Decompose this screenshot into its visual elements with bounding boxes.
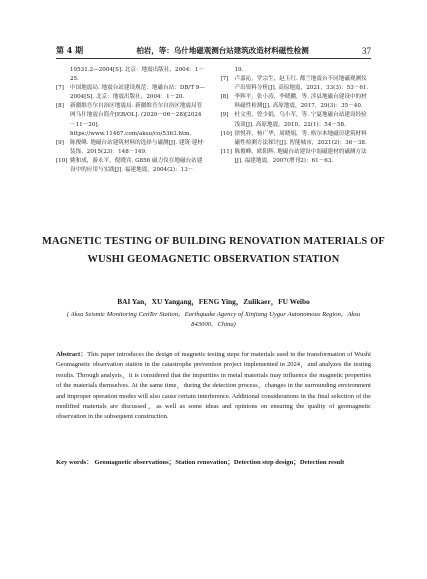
reference-item: [221, 148, 372, 166]
reference-item: [56, 102, 207, 138]
reference-text: 中国地震局. 地震台站建设规范：地磁台站：DB/T 9—2004[S]. 北京：地震出版社，2004：1－20.: [70, 85, 205, 101]
reference-number: [8]: [220, 94, 229, 101]
reference-column-left: [56, 66, 207, 175]
reference-number: [9]: [56, 139, 64, 146]
reference-item: [221, 75, 372, 93]
page-number: 37: [361, 46, 371, 56]
reference-item: [221, 111, 372, 129]
english-title: MAGNETIC TESTING OF BUILDING RENOVATION MATERIALS OF WUSHI GEOMAGNETIC OBSERVATION STATION: [42, 236, 385, 265]
reference-number: [10]: [56, 157, 68, 164]
issue-label: 第 4 期: [56, 45, 84, 55]
reference-text: 陈俊峰. 地磁台站建筑材料的选择与磁测[J]. 建筑·建材·装饰，2015(23)：148－149.: [70, 139, 205, 155]
reference-list: [56, 66, 371, 175]
keywords-label: Key words：: [56, 459, 93, 466]
running-header: [56, 42, 371, 56]
keywords-text: Geomagnetic observations；Station renovation；Detection step design；Detection result: [94, 459, 345, 466]
reference-number: [7]: [56, 85, 64, 92]
reference-text: 李辉平，张小涛，李晓鹏，等. 涉县地磁台建设中的材料磁性检测[J]. 高原地震，2017，29(3)：35－40.: [234, 94, 367, 110]
reference-item: [221, 66, 372, 75]
reference-text: 杜文勇，曾少娟，乌小军，等. 宁夏地磁台站建设经验浅谈[J]. 高原地震，2010，22(1)：54－58.: [234, 112, 367, 128]
reference-item: [56, 157, 207, 175]
reference-number: [8]: [56, 103, 64, 110]
reference-number: [7]: [220, 76, 229, 83]
reference-number: [11]: [220, 148, 232, 155]
abstract-text: This paper introduces the design of magnetic testing steps for materials used in the transformation of Wushi Geomagnetic observation station in the catastrophe prevention project implemented in 2024，and analyzes the testing results. Through analysis，it is considered that the impurities in metal materials may influence the magnetic properties of the materials themselves. At the same time，during the detection process，changes in the surrounding environment and improper operation modes will also cause certain interference. Additional considerations in the final selection of the modified materials are discussed，as well as some ideas and opinions on ensuring the quality of geomagnetic observation in the subsequent construction.: [56, 351, 371, 421]
keywords: [56, 456, 371, 466]
reference-item: [221, 93, 372, 111]
affiliation: ( Aksu Seismic Monitoring CenTer Station，Earthquake Agency of Xinjiang Uygur Autonomous Region，Aksu 843000，China): [66, 311, 361, 328]
reference-number: [10]: [220, 130, 232, 137]
reference-text: 陈俊峰，欧阳辉. 地磁台站建设中弱磁建材的磁测方法[J]. 福建地震，2007(增刊2)：61－63.: [234, 148, 367, 164]
reference-text: 姚和成，游永平，倪晓宾. G856 磁力仪在地磁台站建设中的应用与实践[J]. 福建地震，2004(2)：13－: [70, 157, 203, 174]
reference-item: [56, 139, 207, 157]
reference-text: 卢嘉沁，罗宗生，赵玉红. 都兰地震台不同地磁观测仪产出资料分析[J]. 高原地震，2021，33(3)：53－61.: [234, 76, 369, 92]
reference-text: 新疆维吾尔自治区地震局. 新疆维吾尔自治区地震局管网乌什地震台简介[EB/OL]. (2020－06－28)[2024－11－20]. https://www.11467.com/aksu/co/5363.htm.: [70, 103, 203, 137]
reference-item: [221, 130, 372, 148]
reference-number: [56, 66, 70, 84]
running-title: 柏岩，等：乌什地磁观测台站建筑改造材料磁性检测: [136, 46, 309, 55]
reference-text: 19.: [234, 67, 244, 73]
reference-number: [9]: [220, 112, 229, 119]
abstract-label: Abstract：: [56, 351, 88, 358]
reference-item: [56, 66, 207, 84]
abstract: [56, 350, 371, 423]
reference-text: 徐悦祥，杨广华，周晓娟，等. 格尔木地磁房建筑材料磁性检测方法探讨[J]. 智能城市，2021(2)：36－38.: [234, 130, 367, 146]
header-rule: [56, 58, 371, 59]
reference-number: [221, 66, 235, 75]
authors: BAI Yan，XU Yangang，FENG Ying，Zulikaer，FU Weibo: [117, 297, 310, 306]
reference-column-right: [221, 66, 372, 175]
reference-item: [56, 84, 207, 102]
reference-text: 19531.2—2004[S]. 北京：地震出版社，2004：1－25.: [70, 67, 205, 83]
